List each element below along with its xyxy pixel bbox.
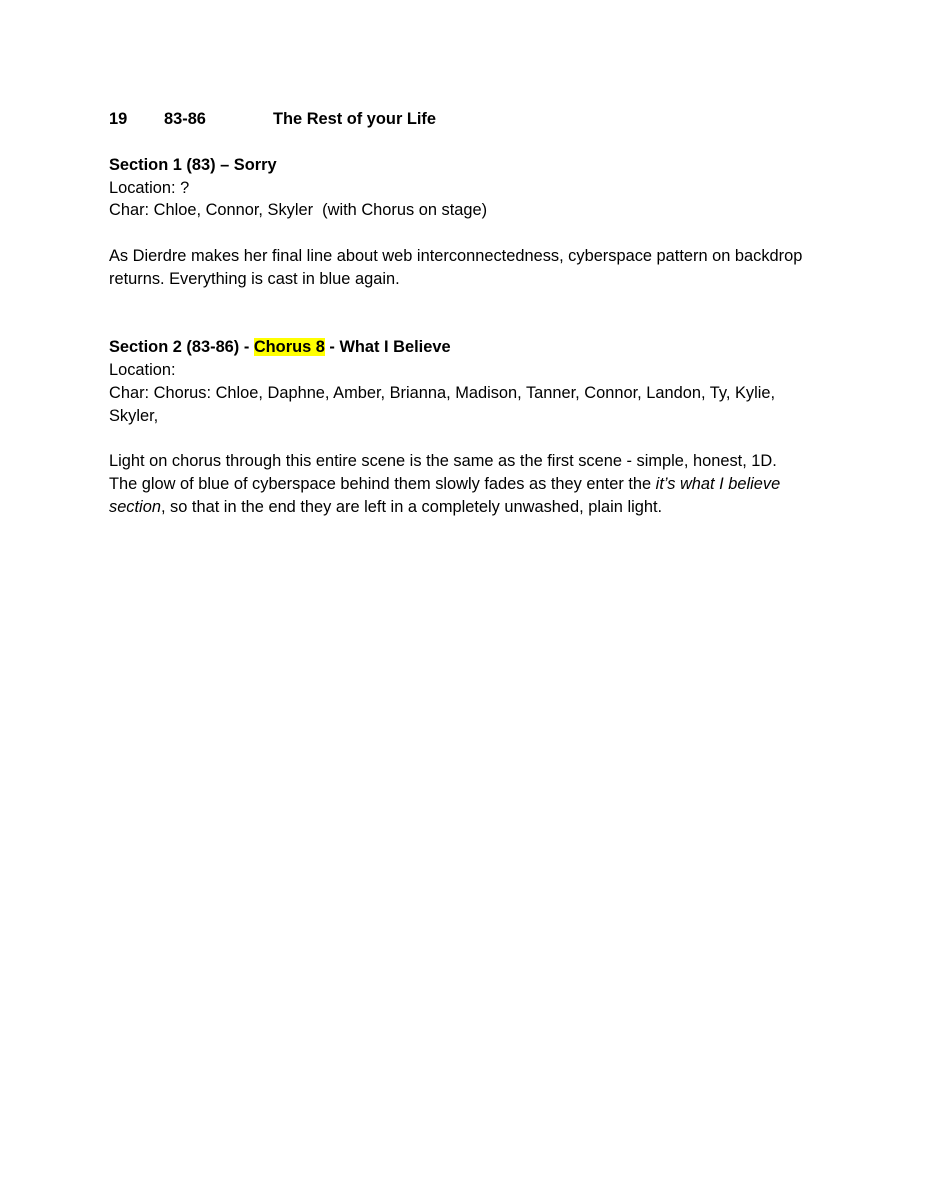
page-range: 83-86	[164, 110, 206, 128]
section-2-location: Location:	[109, 360, 176, 379]
chorus-highlight: Chorus 8	[253, 338, 325, 357]
spacer	[109, 222, 829, 245]
section-1-description: As Dierdre makes her final line about web interconnectedness, cyberspace pattern on backdrop returns. Everything is cast in blue again.	[109, 246, 803, 288]
section-2-characters: Char: Chorus: Chloe, Daphne, Amber, Brianna, Madison, Tanner, Connor, Landon, Ty, Kylie, Skyler,	[109, 383, 776, 425]
section-2-title	[109, 336, 829, 359]
document-page	[109, 108, 829, 519]
section-2-title-suffix: - What I Believe	[324, 338, 451, 357]
spacer	[109, 131, 829, 154]
spacer	[109, 291, 829, 337]
section-2-description-start: Light on chorus through this entire scene is the same as the first scene - simple, honest, 1D. The glow of blue of cyberspace behind them slowly fades as they enter the	[109, 452, 777, 493]
section-2-description-end: , so that in the end they are left in a completely unwashed, plain light.	[160, 497, 663, 516]
section-1	[109, 154, 829, 291]
section-1-location: Location: ?	[109, 178, 190, 197]
section-2-title-prefix: Section 2 (83-86) -	[109, 338, 254, 357]
scene-header	[109, 108, 829, 131]
section-2-description-italic: it’s what I believe section	[109, 474, 781, 516]
section-2-description	[109, 450, 809, 518]
section-1-characters: Char: Chloe, Connor, Skyler (with Chorus on stage)	[109, 201, 488, 220]
scene-title: The Rest of your Life	[273, 110, 437, 128]
section-1-title: Section 1 (83) – Sorry	[109, 155, 277, 174]
scene-number: 19	[109, 110, 128, 128]
section-2	[109, 336, 829, 518]
spacer	[109, 427, 829, 450]
